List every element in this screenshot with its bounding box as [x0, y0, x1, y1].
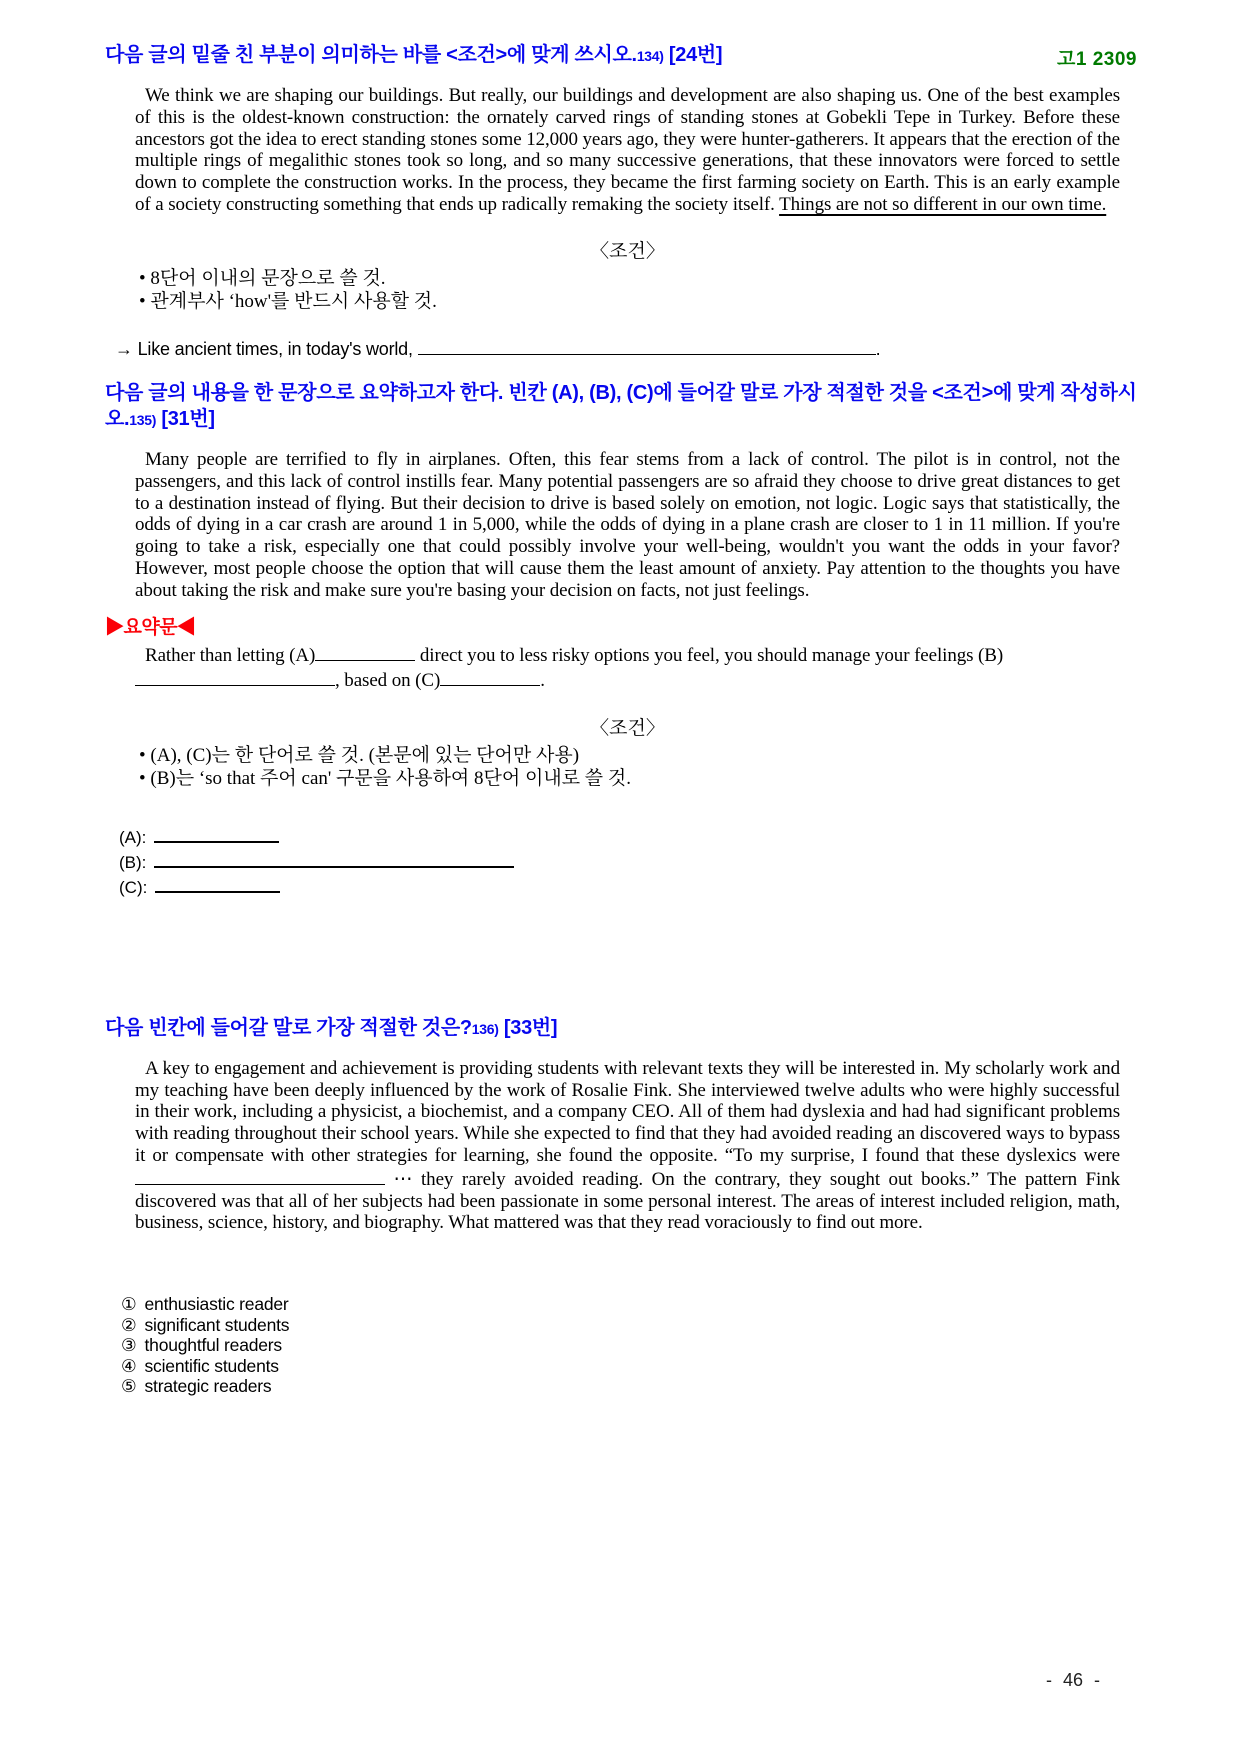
- answer-field-b: [119, 850, 1140, 875]
- condition-list: [139, 267, 1140, 314]
- summary-segment: Rather than letting (A): [145, 644, 316, 666]
- question-31-footnote-ref: 135): [129, 411, 157, 428]
- summary-marker: ▶요약문◀: [105, 616, 196, 638]
- circled-number-icon: ⑤: [121, 1376, 137, 1397]
- circled-number-icon: ②: [121, 1314, 137, 1335]
- summary-blank-b: [135, 668, 335, 686]
- question-33-title: [105, 1015, 1140, 1042]
- choice-2: [121, 1315, 1140, 1336]
- choice-label: significant students: [144, 1314, 290, 1335]
- answer-blank-c: [155, 875, 280, 892]
- answer-prefix: Like ancient times, in today's world,: [132, 338, 418, 359]
- condition-item: • (A), (C)는 한 단어로 쓸 것. (본문에 있는 단어만 사용): [139, 744, 1140, 768]
- summary-segment: , based on (C): [335, 669, 441, 691]
- circled-number-icon: ①: [121, 1294, 137, 1315]
- condition-item: • 관계부사 ‘how'를 반드시 사용할 것.: [139, 290, 1140, 314]
- answer-blank-b: [154, 850, 514, 867]
- choice-list: [121, 1294, 1140, 1397]
- choice-3: [121, 1335, 1140, 1356]
- condition-header: 〈조건〉: [590, 240, 665, 262]
- question-24-passage: [135, 85, 1120, 216]
- summary-sentence: [135, 643, 1120, 693]
- summary-blank-c: [440, 668, 540, 686]
- answer-blank-a: [154, 825, 279, 842]
- corner-label: 고1 2309: [1057, 49, 1137, 70]
- question-24: [105, 42, 1140, 360]
- question-31: [105, 380, 1140, 900]
- circled-number-icon: ③: [121, 1335, 137, 1356]
- passage-text: ⋯ they rarely avoided reading. On the contrary, they sought out books.” The pattern Fink discovered was that all of her subjects had been passionate in some personal interest. The areas of interest included religion, math, business, science, history, and biography. What mattered was that they read voraciously to find out more.: [135, 1168, 1120, 1234]
- question-24-footnote-ref: 134): [636, 48, 664, 64]
- condition-item: • (B)는 ‘so that 주어 can' 구문을 사용하여 8단어 이내로 쓸 것.: [139, 767, 1140, 791]
- answer-label-a: (A):: [119, 827, 147, 847]
- answer-label-b: (B):: [119, 852, 147, 872]
- condition-list: [139, 744, 1140, 791]
- condition-item: • 8단어 이내의 문장으로 쓸 것.: [139, 267, 1140, 291]
- choice-label: scientific students: [144, 1355, 279, 1376]
- question-31-number: [31번]: [161, 407, 215, 430]
- answer-line: [115, 338, 1140, 360]
- question-24-number: [24번]: [668, 44, 723, 66]
- question-33-title-text: 다음 빈칸에 들어갈 말로 가장 적절한 것은?: [105, 1016, 472, 1039]
- answer-field-a: [119, 825, 1140, 850]
- question-31-title-text: 다음 글의 내용을 한 문장으로 요약하고자 한다. 빈칸 (A), (B), (C)에 들어갈 말로 가장 적절한 것을 <조건>에 맞게 작성하시오.: [105, 381, 1137, 430]
- answer-field-list: [119, 825, 1140, 900]
- answer-label-c: (C):: [119, 877, 148, 897]
- question-33: [105, 1015, 1140, 1397]
- choice-label: strategic readers: [144, 1376, 272, 1397]
- question-33-passage: [135, 1058, 1120, 1234]
- choice-label: enthusiastic reader: [144, 1294, 289, 1315]
- choice-4: [121, 1356, 1140, 1377]
- underlined-sentence: Things are not so different in our own time.: [779, 193, 1107, 215]
- answer-suffix: .: [875, 338, 881, 359]
- question-31-passage: Many people are terrified to fly in airplanes. Often, this fear stems from a lack of control. The pilot is in control, not the passengers, and this lack of control instills fear. Many potential passengers are so afraid they choose to drive great distances to get to a destination instead of flying. But their decision to drive is based solely on emotion, not logic. Logic says that statistically, the odds of dying in a car crash are around 1 in 5,000, while the odds of dying in a plane crash are closer to 1 in 11 million. If you're going to take a risk, especially one that could possibly involve your well-being, wouldn't you want the odds in your favor? However, most people choose the option that will cause them the least amount of anxiety. Pay attention to the thoughts you have about taking the risk and make sure you're basing your decision on facts, not just feelings.: [135, 448, 1120, 601]
- summary-segment: .: [540, 669, 545, 691]
- choice-label: thoughtful readers: [144, 1335, 282, 1356]
- question-31-title: [105, 380, 1140, 433]
- question-24-title-text: 다음 글의 밑줄 친 부분이 의미하는 바를 <조건>에 맞게 쓰시오.: [105, 44, 637, 66]
- passage-text: A key to engagement and achievement is providing students with relevant texts they will be interested in. My scholarly work and my teaching have been deeply influenced by the work of Rosalie Fink. She interviewed twelve adults who were highly successful in their work, including a physicist, a biochemist, and a company CEO. All of them had dyslexia and had had significant problems with reading throughout their school years. While she expected to find that they had avoided reading an discovered ways to bypass it or compensate with other strategies for learning, she found the opposite. “To my surprise, I found that these dyslexics were: [135, 1057, 1120, 1166]
- question-33-footnote-ref: 136): [471, 1020, 499, 1037]
- choice-5: [121, 1376, 1140, 1397]
- circled-number-icon: ④: [121, 1355, 137, 1376]
- condition-header: 〈조건〉: [590, 717, 665, 739]
- passage-blank-line: [135, 1167, 385, 1185]
- question-33-number: [33번]: [503, 1016, 558, 1039]
- summary-segment: direct you to less risky options you feel, you should manage your feelings (B): [415, 644, 1004, 666]
- page-number: - 46 -: [1046, 1670, 1101, 1690]
- question-24-title: [105, 42, 1140, 69]
- summary-blank-a: [315, 643, 415, 661]
- answer-field-c: [119, 875, 1140, 900]
- passage-text: We think we are shaping our buildings. But really, our buildings and development are also shaping us. One of the best examples of this is the oldest-known construction: the ornately carved rings of standing stones at Gobekli Tepe in Turkey. Before these ancestors got the idea to erect standing stones some 12,000 years ago, they were hunter-gatherers. It appears that the erection of the multiple rings of megalithic stones took so long, and so many successive generations, that these innovators were forced to settle down to complete the construction works. In the process, they became the first farming society on Earth. This is an early example of a society constructing something that ends up radically remaking the society itself.: [135, 85, 1120, 215]
- arrow-icon: →: [115, 338, 133, 359]
- choice-1: [121, 1294, 1140, 1315]
- answer-blank-line: [418, 338, 876, 355]
